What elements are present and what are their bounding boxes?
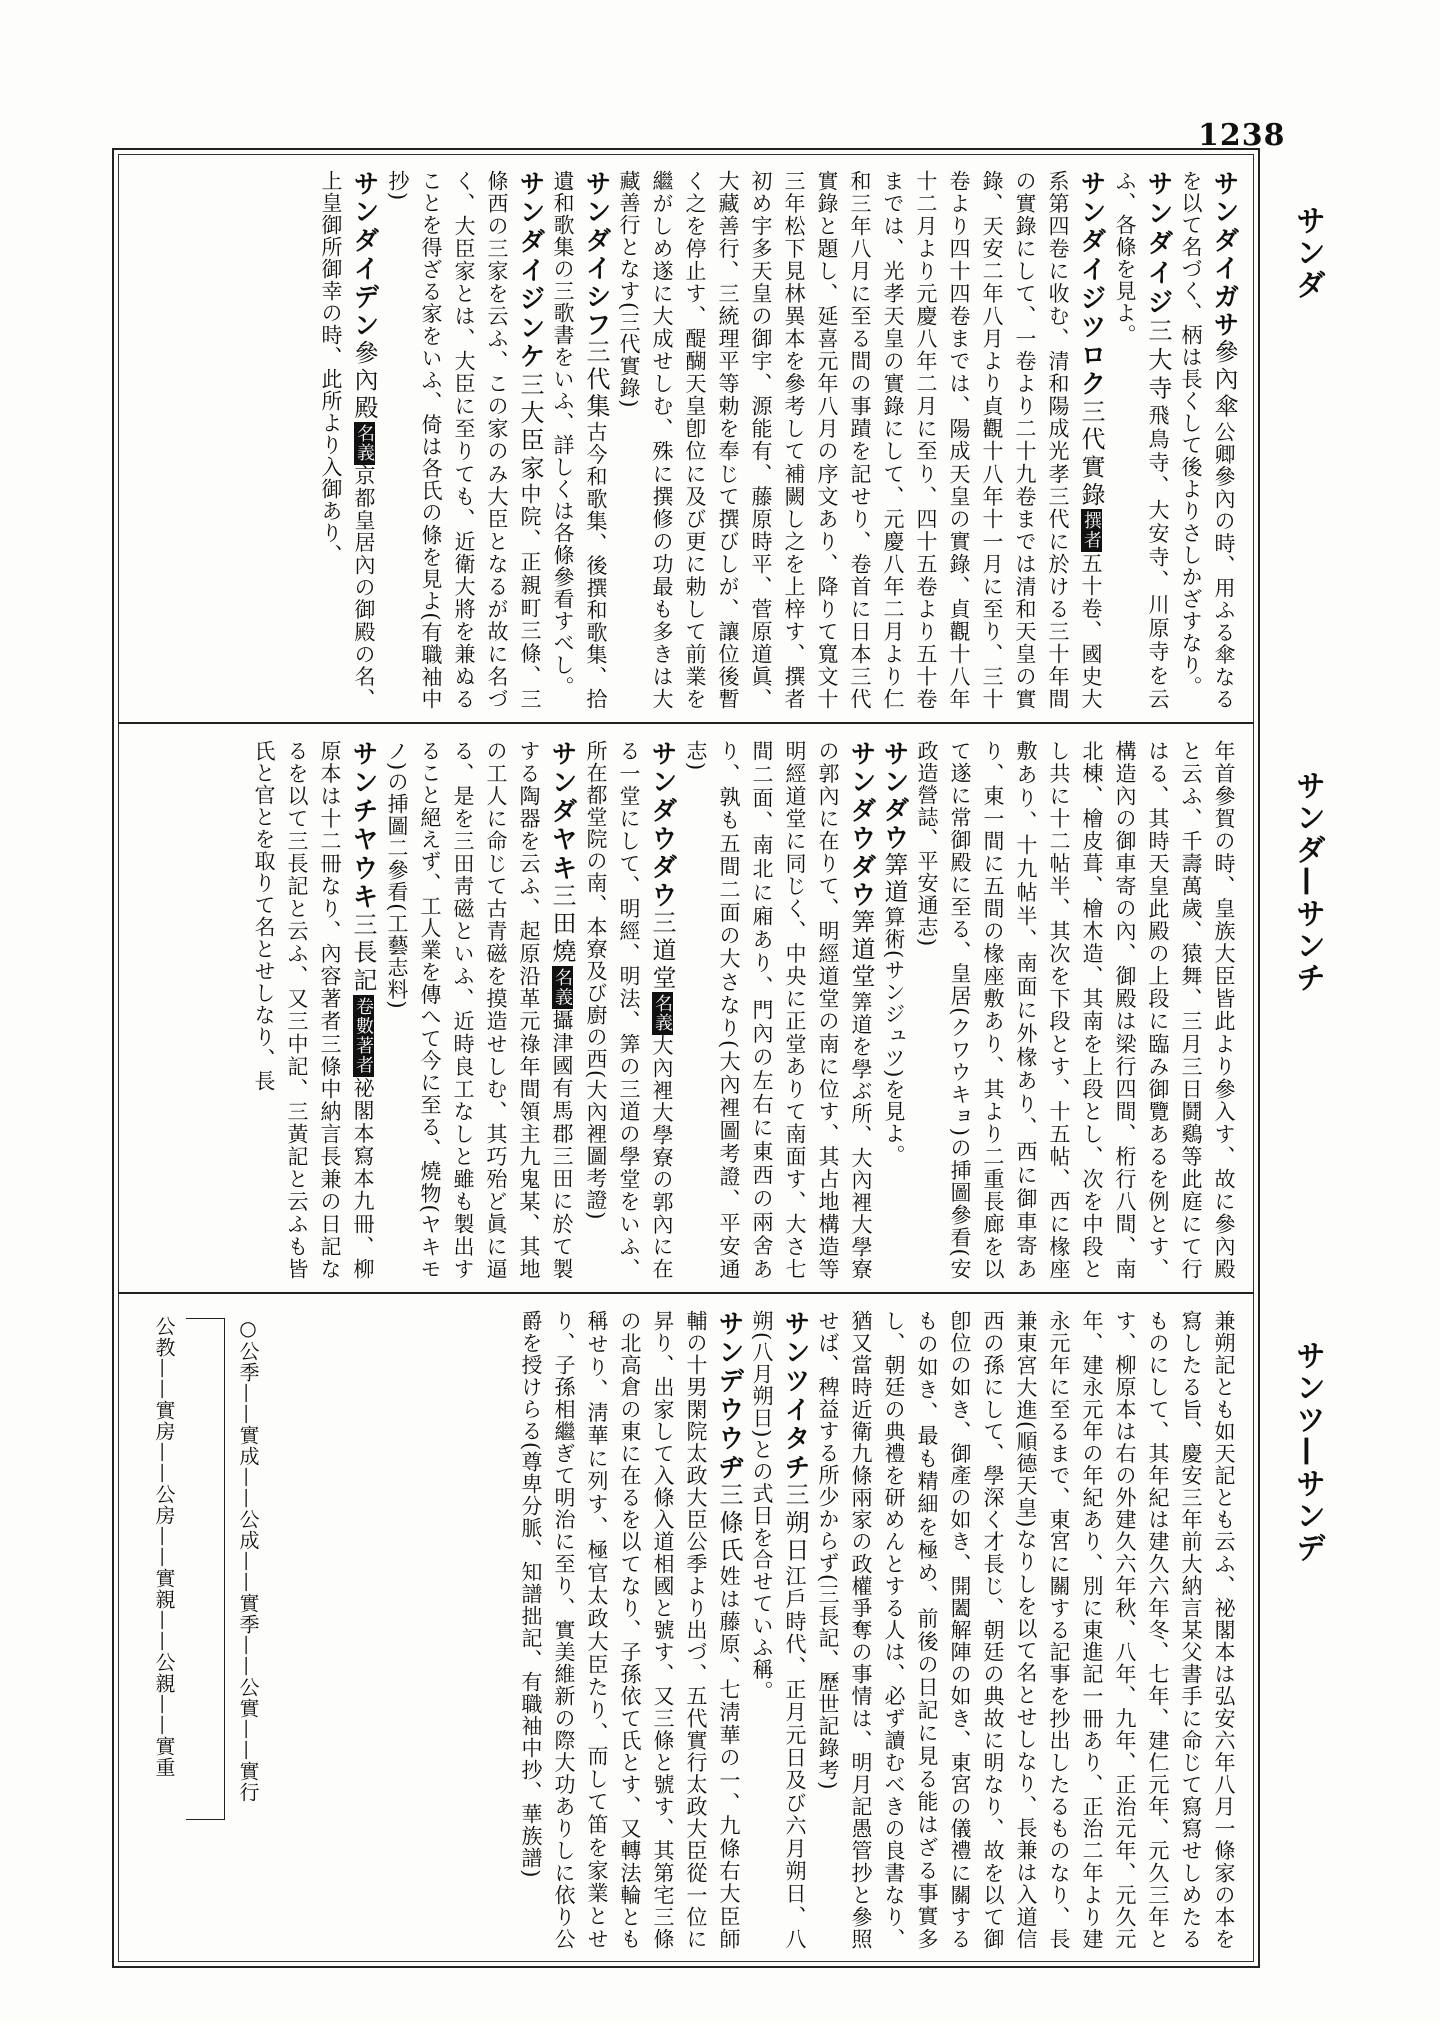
- entry: [584, 740, 677, 1280]
- genealogy-line-2: 公教——實房——公房——實親——公親——實重: [152, 1316, 176, 1778]
- entry: [385, 740, 577, 1280]
- entry-kanji: 參內殿: [350, 340, 378, 422]
- middle-tier: [140, 740, 1240, 1280]
- entry-headword: サンダウダウ: [647, 740, 677, 910]
- entry-kanji: 筭道堂: [847, 909, 875, 992]
- entry-headword: サンツイタチ: [780, 1310, 810, 1483]
- tier-divider-lower: [118, 1292, 1254, 1294]
- entry-body: 京都皇居內の御殿の名、上皇御所御幸の時、此所より入御あり、: [319, 170, 376, 710]
- entry: [519, 1310, 744, 1950]
- entry: [1179, 170, 1239, 710]
- entry-body: 兼朔記とも如天記とも云ふ、祕閣本は弘安六年八月一條家の本を寫したる旨、慶安三年前大納言某父書手に命じて寫寫せしめたるものにして、其年紀は建久六年冬、七年、建仁元年、元久三年とす、柳原本は右の外建久六年秋、八年、九年、正治元年、元久元年、建永元年の年紀あり、別に東進記一冊あり、正治二年より建永元年に至るまで、東宮に關する記事を抄出したるものなり、長兼東宮大進(順德天皇)なりしを以て名とせしなり、長兼は入道信西の孫にして、學深く才長じ、朝廷の典故に明なり、故を以て御卽位の如き、御產の如き、開闔解陣の如き、東宮の儀禮に關するもの如き、最も精細を極め、前後の日記に見る能はざる事實多し、朝廷の典禮を研めんとする人は、必ず讀むべきの良書なり、猶又當時近衛九條兩家の政權爭奪の事情は、明月記愚管抄と參照せば、稗益する所少からず(三長記、歷世記錄考): [816, 1310, 1236, 1950]
- running-head-middle: サンダ—サンチ: [1290, 770, 1325, 994]
- entry-kanji: 三長記: [349, 911, 377, 995]
- entry-headword: サンダイデン: [349, 170, 379, 340]
- entry-body: 祕閣本寫本九冊、柳原本は十二冊なり、內容著者三條中納言長兼の日記なるを以て三長記と云ふ、又三中記、三黃記と云ふも皆氏と官とを取りて名とせしなり、長: [252, 740, 375, 1280]
- entry-body: 年首參賀の時、皇族大臣皆此より參入す、故に參內殿と云ふ、千壽萬歲、猿舞、三月三日鬪鷄等此庭にて行はる、其時天皇此殿の上段に臨み御覽あるを例とす、構造內の御車寄の內、御殿は梁行四間、桁行八間、南北棟、檜皮葺、檜木造、其南を上段とし、次を中段とし共に十二帖半、其次を下段とす、十五帖、西に椽座敷あり、十九帖半、南面に外椽あり、西に御車寄あり、東一間に五間の椽座敷あり、其より二重長廊を以て遂に常御殿に至る、皇居(クワウキョ)の挿圖參看(安政造營誌、平安通志): [915, 740, 1236, 1280]
- entry-headword: サンダウ: [879, 740, 909, 852]
- entry-body: 姓は藤原、七淸華の一、九條右大臣師輔の十男閑院太政大臣公季より出づ、五代實行太政大臣從一位に昇り、出家して入條入道相國と號す、又三條と號す、其第宅三條の北高倉の東に在るを以てなり、子孫依て氏とす、又轉法輪とも稱せり、淸華に列す、極官太政大臣たり、而して笛を家業とせり、子孫相繼ぎて明治に至り、實美維新の際大功ありしに依り公爵を授けらる(尊卑分脈、知譜拙記、有職袖中抄、華族譜): [519, 1310, 741, 1950]
- entry: [684, 740, 876, 1280]
- entry-headword: サンチヤウキ: [348, 740, 378, 912]
- entry-continuation: [816, 1310, 1236, 1950]
- entry-kanji: 三大寺: [1144, 318, 1172, 405]
- entry-body: 江戶時代、正月元日及び六月朔日、八朔(八月朔日)との式日を合せていふ稱。: [750, 1310, 807, 1950]
- genealogy-bracket: [186, 1318, 225, 1820]
- entry: [386, 170, 545, 710]
- entry-tag: 卷數著者: [353, 996, 374, 1076]
- entry-headword: サンデウウヂ: [714, 1310, 744, 1483]
- entry-headword: サンダイジンケ: [515, 170, 545, 372]
- entry-body: 中院、正親町三條、三條西の三家を云ふ、この家のみ大臣となるが故に名づく、大臣家とは、大臣に至りても、近衛大將を兼ぬることを得ざる家をいふ、倚は各氏の條を見よ(有職袖中抄): [386, 170, 542, 710]
- entry: [1113, 170, 1173, 710]
- entry-body: 算術(サンジュツ)を見よ。: [882, 906, 906, 1167]
- entry-body: 飛鳥寺、大安寺、川原寺を云ふ、各條を見よ。: [1113, 170, 1170, 710]
- page-number: 1238: [1198, 118, 1286, 153]
- entry: [551, 170, 611, 710]
- entry: [617, 170, 1106, 710]
- entry-kanji: 三代實錄: [1077, 398, 1105, 510]
- top-tier: [140, 170, 1240, 710]
- entry-body: 大內裡大學寮の郭內に在る一堂にして、明經、明法、筭の三道の學堂をいふ、所在都堂院の南、本寮及び廚の西(大內裡圖考證): [584, 740, 674, 1280]
- entry-kanji: 三代集: [582, 339, 610, 422]
- entry-kanji: 筭道: [880, 852, 908, 906]
- genealogy-line-1: ○公季——實成——公成——實季——公實——實行: [236, 1316, 260, 1803]
- entry-body: 筭道を學ぶ所、大內裡大學寮の郭內に在りて、明經道堂の南に位す、其占地構造等明經道堂に同じく、中央に正堂ありて南面す、大さ七間二面、南北に廂あり、門內の左右に東西の兩舍あり、孰も五間二面の大さなり(大內裡圖考證、平安通志): [684, 740, 873, 1280]
- entry-headword: サンダイシフ: [581, 170, 611, 340]
- entry: [252, 740, 378, 1280]
- entry-kanji: 三田燒: [548, 883, 576, 966]
- entry-body: 五十卷、國史大系第四卷に收む、清和陽成光孝三代に於ける三十年間の實錄にして、一卷より二十九卷までは清和天皇の實錄、天安二年八月より貞觀十八年十一月に至り、三十卷より四十四卷までは、陽成天皇の實錄、貞觀十八年十二月より元慶八年二月に至り、四十五卷より五十卷までは、光孝天皇の實錄にして、元慶八年二月より仁和三年八月に至る間の事蹟を記せり、卷首に日本三代實錄と題し、延喜元年八月の序文あり、降りて寬文十三年松下見林異本を參考して補闕し之を上梓す、撰者初め宇多天皇の御宇、源能有、藤原時平、菅原道眞、大藏善行、三統理平等勅を奉じて撰びしが、讓位後暫く之を停止す、醍醐天皇卽位に及び更に勅して前業を繼がしめ遂に大成せしむ、殊に撰修の功最も多きは大藏善行となす(三代實錄): [617, 170, 1103, 710]
- entry-headword: サンダウダウ: [846, 740, 876, 910]
- entry-tag: 撰者: [1081, 511, 1102, 551]
- running-head-top: サンダ: [1290, 205, 1325, 301]
- entry-tag: 名義: [354, 424, 375, 463]
- entry-continuation: [915, 740, 1236, 1280]
- entry-kanji: 三大臣家: [516, 371, 544, 483]
- tier-divider-upper: [118, 722, 1254, 724]
- entry-headword: サンダイジツロク: [1076, 170, 1106, 399]
- entry-kanji: 參內傘: [1210, 339, 1238, 422]
- entry: [750, 1310, 810, 1950]
- entry-kanji: 三朔日: [781, 1482, 809, 1566]
- entry-headword: サンダイジ: [1143, 170, 1173, 319]
- entry-headword: サンダヤキ: [547, 740, 577, 884]
- entry-tag: 名義: [652, 994, 673, 1033]
- running-head-bottom: サンツ—サンデ: [1290, 1340, 1325, 1564]
- entry-kanji: 三條氏: [715, 1482, 743, 1566]
- entry-body: 古今和歌集、後撰和歌集、拾遺和歌集の三歌書をいふ、詳しくは各條參看すべし。: [551, 170, 608, 710]
- entry-headword: サンダイガサ: [1209, 170, 1239, 340]
- entry-body: 攝津國有馬郡三田に於て製する陶器を云ふ、起原沿革元祿年間領主九鬼某、其地の工人に命じて古青磁を摸造せしむ、其巧殆ど眞に逼る、是を三田靑磁といふ、近時良工なしと雖も製出すること絕えず、工人業を傳へて今に至る、燒物(ヤキモノ)の挿圖二參看(工藝志料): [385, 740, 574, 1280]
- entry-tag: 名義: [552, 967, 573, 1008]
- entry: [319, 170, 379, 710]
- entry-kanji: 三道堂: [648, 910, 676, 992]
- entry: [879, 740, 909, 1167]
- bottom-tier: [300, 1310, 1240, 1950]
- entry-body: 公卿參內の時、用ふる傘なるを以て名づく、柄は長くして後よりさしかざすなり。: [1179, 170, 1236, 710]
